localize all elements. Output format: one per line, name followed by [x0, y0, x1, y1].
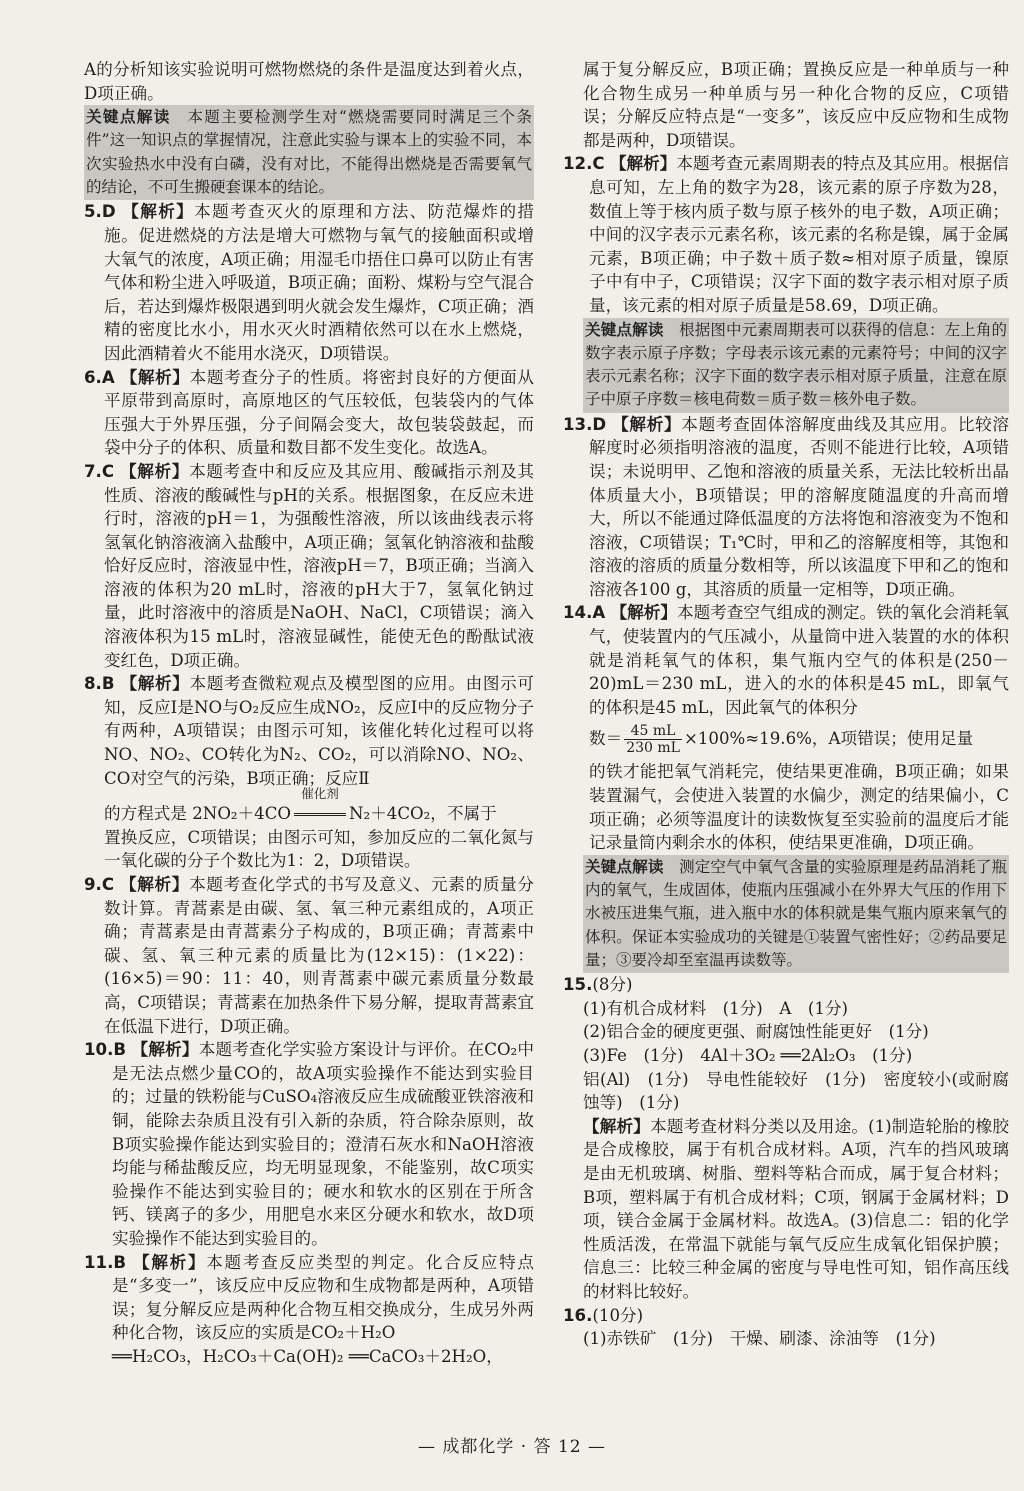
answer-number: 9.C [84, 875, 115, 894]
analysis-text: 置换反应，C项错误；由图示可知，参加反应的二氧化氮与一氧化碳的分子个数比为1：2，D项错误。 [104, 827, 534, 871]
analysis-label: 【解析】 [131, 1040, 199, 1060]
analysis-label: 【解析】 [120, 461, 190, 481]
answer-item [563, 152, 1009, 317]
catalyst-arrow [291, 786, 349, 826]
score: (10分) [592, 1305, 644, 1325]
analysis-label: 【解析】 [122, 202, 195, 222]
analysis-label: 【解析】 [120, 674, 190, 694]
key-point-label: 关键点解读 [86, 108, 171, 127]
equation-left: 的方程式是 2NO₂＋4CO [104, 804, 292, 824]
analysis-label: 【解析】 [120, 367, 190, 387]
answer-number: 8.B [84, 674, 115, 694]
answer-number: 11.B [84, 1252, 127, 1272]
fraction [624, 723, 682, 756]
answer-line: 铝(Al) (1分) 导电性能较好 (1分) 密度较小(或耐腐蚀等) (1分) [583, 1069, 1009, 1113]
key-point-label: 关键点解读 [585, 857, 664, 876]
analysis-label: 【解析】 [612, 414, 682, 434]
answer-item [563, 1304, 1009, 1328]
score: (8分) [592, 975, 633, 995]
analysis-text: 本题考查化学实验方案设计与评价。在CO₂中是无法点燃少量CO的，故A项实验操作不能达到实验目的；过量的铁粉能与CuSO₄溶液反应生成硫酸亚铁溶液和铜，能除去杂质且没有引入新的杂质，符合除杂原则，故B项实验操作能达到实验目的；澄清石灰水和NaOH溶液均能与稀盐酸反应，均无明显现象，不能鉴别，故C项实验操作不能达到实验目的；硬水和软水的区别在于所含钙、镁离子的多少，用肥皂水来区分硬水和软水，故D项实验操作不能达到实验目的。 [112, 1040, 535, 1248]
answer-number: 13.D [563, 414, 607, 434]
answer-item [84, 366, 534, 460]
key-point-box [583, 855, 1009, 973]
equation-line [84, 786, 534, 826]
fraction-denominator: 230 mL [626, 740, 680, 757]
answer-number: 12.C [563, 154, 605, 174]
analysis-text: 本题考查中和反应及其应用、酸碱指示剂及其性质、溶液的酸碱性与pH的关系。根据图象，在反应未进行时，溶液的pH＝1，为强酸性溶液，所以该曲线表示将氢氧化钠溶液滴入盐酸中，A项正确；氢氧化钠溶液和盐酸恰好反应时，溶液显中性，溶液pH＝7，B项正确；当滴入溶液的体积为20 mL时，溶液的pH大于7，氢氧化钠过量，此时溶液中的溶质是NaOH、NaCl，C项错误；滴入溶液体积为15 mL时，溶液显碱性，能使无色的酚酞试液变红色，D项正确。 [104, 461, 535, 670]
analysis-text: 本题考查反应类型的判定。化合反应特点是“多变一”，该反应中反应物和生成物都是两种，A项错误；复分解反应是两种化合物互相交换成分，生成另外两种化合物，该反应的实质是CO₂＋H₂O [112, 1252, 534, 1343]
answer-number: 14.A [563, 603, 606, 623]
analysis-text: 的铁才能把氧气消耗完，使结果更准确，B项正确；如果装置漏气，会使进入装置的水偏少，测定的结果偏小，C项正确；必须等温度计的读数恢复至实验前的温度后才能记录量筒内剩余水的体积，使结果更准确，D项正确。 [589, 762, 1009, 853]
answer-number: 15. [563, 975, 593, 995]
equation-line: ══H₂CO₃，H₂CO₃＋Ca(OH)₂ ══CaCO₃＋2H₂O， [112, 1346, 503, 1366]
fraction-suffix: ×100%≈19.6%，A项错误；使用足量 [683, 729, 974, 749]
answer-line: (1)赤铁矿 (1分) 干燥、刷漆、涂油等 (1分) [583, 1329, 936, 1349]
analysis-text: 本题考查微粒观点及模型图的应用。由图示可知，反应Ⅰ是NO与O₂反应生成NO₂，反应Ⅰ中的反应物分子有两种，A项错误；由图示可知，该催化转化过程可以将NO、NO₂、CO转化为N₂、CO₂，可以消除NO、NO₂、CO对空气的污染，B项正确；反应Ⅱ [104, 674, 535, 788]
equation-right: N₂＋4CO₂，不属于 [349, 804, 497, 824]
analysis-text: 本题考查化学式的书写及意义、元素的质量分数计算。青蒿素是由碳、氢、氧三种元素组成的，A项正确；青蒿素是由青蒿素分子构成的，B项正确；青蒿素中碳、氢、氧三种元素的质量比为(12×15)：(1×22)：(16×5)＝90：11：40，则青蒿素中碳元素质量分数最高，C项错误；青蒿素在加热条件下易分解，提取青蒿素宜在低温下进行，D项正确。 [104, 875, 535, 1036]
key-point-label: 关键点解读 [585, 320, 664, 339]
analysis-label: 【解析】 [120, 875, 190, 894]
answer-number: 16. [563, 1305, 593, 1325]
answer-item [84, 873, 534, 1038]
analysis-label: 【解析】 [610, 603, 677, 623]
analysis-label: 【解析】 [609, 154, 677, 174]
answer-item [84, 460, 534, 672]
fraction-line [563, 723, 1009, 756]
fraction-prefix: 数＝ [589, 729, 623, 749]
answer-line: (3)Fe (1分) 4Al＋3O₂ ══2Al₂O₃ (1分) [583, 1046, 913, 1066]
answer-number: 6.A [84, 367, 115, 387]
answer-number: 10.B [84, 1040, 127, 1060]
key-point-text: 测定空气中氧气含量的实验原理是药品消耗了瓶内的氧气，生成固体，使瓶内压强减小在外界大气压的作用下水被压进集气瓶，进入瓶中水的体积就是集气瓶内原来氧气的体积。保证本实验成功的关键是①装置气密性好；②药品要足量；③要冷却至室温再读数等。 [585, 857, 1007, 969]
analysis-text: 本题考查元素周期表的特点及其应用。根据信息可知，左上角的数字为28，该元素的原子序数为28，数值上等于核内质子数与原子核外的电子数，A项正确；中间的汉字表示元素名称，该元素的名称是镍，属于金属元素，B项正确；中子数＋质子数≈相对原子质量，镍原子中有中子，C项错误；汉字下面的数字表示相对原子质量，该元素的相对原子质量是58.69，D项正确。 [589, 154, 1010, 315]
analysis-text: 本题考查灭火的原理和方法、防范爆炸的措施。促进燃烧的方法是增大可燃物与氧气的接触面积或增大氧气的浓度，A项正确；用湿毛巾捂住口鼻可以防止有害气体和粉尘进入呼吸道，B项正确；面粉、煤粉与空气混合后，若达到爆炸极限遇到明火就会发生爆炸，C项正确；酒精的密度比水小，用水灭火时酒精依然可以在水上燃烧，因此酒精着火不能用水浇灭，D项错误。 [104, 202, 535, 363]
answer-item [563, 973, 1009, 997]
catalyst-label: 催化剂 [301, 786, 339, 802]
analysis-text: 本题考查空气组成的测定。铁的氧化会消耗氧气，使装置内的气压减小，从量筒中进入装置的水的体积就是消耗氧气的体积，集气瓶内空气的体积是(250－20)mL＝230 mL，进入的水的体积是45 mL，即氧气的体积是45 mL，因此氧气的体积分 [589, 603, 1010, 717]
answer-number: 7.C [84, 461, 115, 481]
answer-item [84, 672, 534, 790]
answer-item [84, 200, 534, 365]
left-column [84, 58, 534, 1368]
right-column [563, 58, 1009, 1351]
key-point-box [583, 318, 1009, 413]
analysis-label: 【解析】 [133, 1252, 207, 1272]
key-point-text: 本题主要检测学生对“燃烧需要同时满足三个条件”这一知识点的掌握情况，注意此实验与课本上的实验不同，本次实验热水中没有白磷，没有对比，不能得出燃烧是否需要氧气的结论，不可生搬硬套课本的结论。 [86, 108, 532, 197]
answer-number: 5.D [84, 202, 116, 222]
analysis-text: 本题考查分子的性质。将密封良好的方便面从平原带到高原时，高原地区的气压较低，包装袋内的气体压强大于外界压强，分子间隔会变大，故包装袋鼓起，而袋中分子的体积、质量和数目都不发生变化。故选A。 [104, 367, 535, 458]
analysis-block [563, 1115, 1009, 1304]
analysis-text: 本题考查固体溶解度曲线及其应用。比较溶解度时必须指明溶液的温度，否则不能进行比较，A项错误；未说明甲、乙饱和溶液的质量关系，无法比较析出晶体质量大小，B项错误；甲的溶解度随温度的升高而增大，所以不能通过降低温度的方法将饱和溶液变为不饱和溶液，C项错误；T₁℃时，甲和乙的溶解度相等，其饱和溶液的溶质的质量分数相等，所以该温度下甲和乙的饱和溶液各100 g，其溶质的质量一定相等，D项正确。 [589, 414, 1009, 599]
analysis-label: 【解析】 [583, 1116, 651, 1136]
answer-line: (2)铝合金的硬度更强、耐腐蚀性能更好 (1分) [583, 1022, 929, 1042]
key-point-box [84, 105, 534, 200]
answer-item [84, 1038, 534, 1250]
answer-item [563, 413, 1009, 602]
paragraph: 属于复分解反应，B项正确；置换反应是一种单质与一种化合物生成另一种单质与另一种化合物的反应，C项错误；分解反应特点是“一变多”，该反应中反应物和生成物都是两种，D项错误。 [583, 60, 1009, 150]
answer-item [84, 1251, 534, 1345]
answer-line: (1)有机合成材料 (1分) A (1分) [583, 998, 849, 1018]
key-point-text: 根据图中元素周期表可以获得的信息：左上角的数字表示原子序数；字母表示该元素的元素符号；中间的汉字表示元素名称；汉字下面的数字表示相对原子质量，注意在原子中原子序数＝核电荷数＝质子数＝核外电子数。 [585, 320, 1007, 409]
fraction-numerator: 45 mL [624, 723, 682, 740]
analysis-text: 本题考查材料分类以及用途。(1)制造轮胎的橡胶是合成橡胶，属于有机合成材料。A项，汽车的挡风玻璃是由无机玻璃、树脂、塑料等粘合而成，属于复合材料；B项，塑料属于有机合成材料；C项，钢属于金属材料；D项，镁合金属于金属材料。故选A。(3)信息二：铝的化学性质活泼，在常温下就能与氧气反应生成氧化铝保护膜；信息三：比较三种金属的密度与导电性可知，铝作高压线的材料比较好。 [583, 1116, 1010, 1302]
answer-item [563, 601, 1009, 719]
page-footer: — 成都化学 · 答 12 — [417, 1437, 607, 1457]
paragraph: A的分析知该实验说明可燃物燃烧的条件是温度达到着火点，D项正确。 [84, 60, 534, 103]
